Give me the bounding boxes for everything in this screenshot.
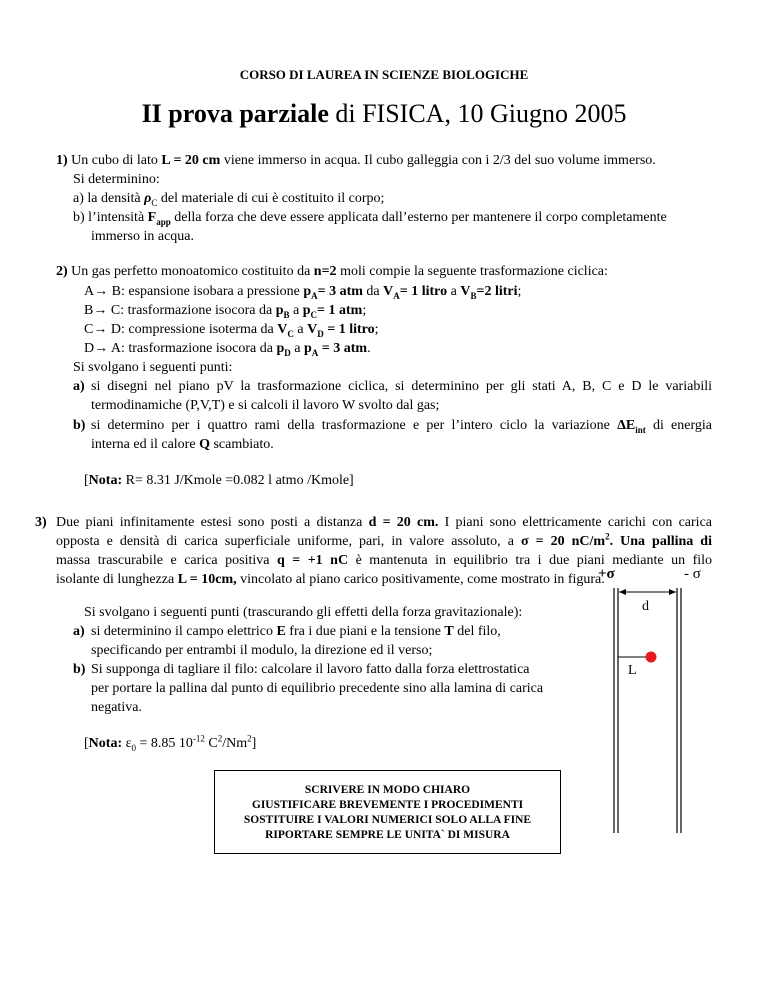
problem2-item-b-label: b) [73, 418, 86, 433]
instruction-2: GIUSTIFICARE BREVEMENTE I PROCEDIMENTI [251, 799, 524, 811]
problem2-item-a-label: a) [73, 379, 85, 394]
problem3-item-a-cont: specificando per entrambi il modulo, la direzione ed il verso; [91, 643, 433, 658]
minus-sigma-label: - σ [684, 566, 701, 582]
problem3-line4: isolante di lunghezza L = 10cm, vincolato al piano carico positivamente, come mostrato in figura. [56, 572, 605, 587]
problem2-item-b-line2: interna ed il calore Q scambiato. [91, 437, 274, 452]
distance-arrow-left-head [619, 589, 626, 595]
problem2-intro: 2) Un gas perfetto monoatomico costituito da n=2 moli compie la seguente trasformazione ciclica: [56, 264, 608, 279]
transformation-da: D→ A: trasformazione isocora da $p_D$ a $p_A = 3$ atm. [84, 341, 371, 358]
page-title [0, 99, 768, 129]
problem2-item-a-line1: si disegni nel piano pV la trasformazione ciclica, si determinino per gli stati A, B, C e D le variabili [91, 379, 712, 394]
distance-label: d [642, 599, 649, 614]
problem3-line1: Due piani infinitamente estesi sono posti a distanza d = 20 cm. I piani sono elettricamente carichi con carica [56, 515, 712, 530]
problem3-note: [Nota: $\varepsilon_0 = 8.85$ $10^{-12}$ $C^2/Nm^2$] [84, 733, 257, 753]
problem2-item-b-line1: si determino per i quattro rami della trasformazione e per l’intero ciclo la variazione $\Delta E_{int}$ di energia [91, 418, 712, 435]
plus-sigma-label: +σ [598, 566, 615, 582]
problem3-line2: opposta e densità di carica superficiale uniforme, pari, in valore assoluto, a σ = 20 $nC/m^2$. Una pallina di [56, 531, 712, 549]
cube-side: L = 20 cm [161, 153, 221, 168]
charged-ball [646, 652, 657, 663]
problem2-note: [Nota: R= 8.31 J/Kmole =0.082 l atmo /Kmole] [84, 473, 354, 488]
title-bold: II prova parziale [141, 99, 329, 128]
problem2-number: 2) [56, 264, 68, 279]
instruction-1: SCRIVERE IN MODO CHIARO [304, 784, 471, 796]
instructions-box [214, 770, 561, 854]
transformation-cd: C→ D: compressione isoterma da $V_C$ a $V_D = 1$ litro; [84, 322, 379, 339]
problem1-item-a: a) la densità $\rho_C$ del materiale di cui è costituito il corpo; [73, 191, 385, 208]
course-heading: CORSO DI LAUREA IN SCIENZE BIOLOGICHE [239, 67, 529, 82]
problem2-points-intro: Si svolgano i seguenti punti: [73, 360, 233, 375]
problem3-item-a-label: a) [73, 624, 85, 639]
problem3-line3: massa trascurabile e carica positiva q = +1 nC è mantenuta in equilibrio tra i due piani mediante un filo [56, 553, 713, 568]
length-label: L [628, 663, 637, 678]
instruction-4: RIPORTARE SEMPRE LE UNITA` DI MISURA [265, 829, 510, 841]
transformation-bc: B→ C: trasformazione isocora da $p_B$ a $p_C= 1$ atm; [84, 303, 367, 320]
problem3-points-intro: Si svolgano i seguenti punti (trascurando gli effetti della forza gravitazionale): [84, 605, 523, 620]
problem3-item-a: si determinino il campo elettrico E fra i due piani e la tensione T del filo, [91, 624, 501, 639]
problem1-line1: 1) Un cubo di lato L = 20 cm viene immerso in acqua. Il cubo galleggia con i 2/3 del suo volume immerso. [56, 153, 656, 168]
problem1-item-b-cont: immerso in acqua. [91, 229, 195, 244]
charged-plates-figure [580, 558, 730, 840]
problem3-item-b-line2: per portare la pallina dal punto di equilibrio precedente sino alla lamina di carica [91, 681, 544, 696]
problem1-line2: Si determinino: [73, 172, 160, 187]
problem1-number: 1) [56, 153, 68, 168]
problem3-number: 3) [35, 515, 47, 530]
instruction-3: SOSTITUIRE I VALORI NUMERICI SOLO ALLA FINE [243, 814, 532, 826]
problem1-item-b: b) l’intensità $F_{app}$ della forza che deve essere applicata dall’esterno per mantenere il corpo completamente [73, 210, 667, 227]
title-rest: di FISICA, 10 Giugno 2005 [328, 99, 627, 128]
problem3-item-b-line1: Si supponga di tagliare il filo: calcolare il lavoro fatto dalla forza elettrostatica [91, 662, 530, 677]
transformation-ab: A→ B: espansione isobara a pressione $p_A= 3$ atm da $V_A= 1$ litro a $V_B=2$ litri; [84, 284, 522, 301]
distance-arrow-right-head [669, 589, 676, 595]
problem2-item-a-line2: termodinamiche (P,V,T) e si calcoli il lavoro W svolto dal gas; [91, 398, 440, 413]
problem3-item-b-line3: negativa. [91, 700, 142, 715]
problem3-item-b-label: b) [73, 662, 86, 677]
